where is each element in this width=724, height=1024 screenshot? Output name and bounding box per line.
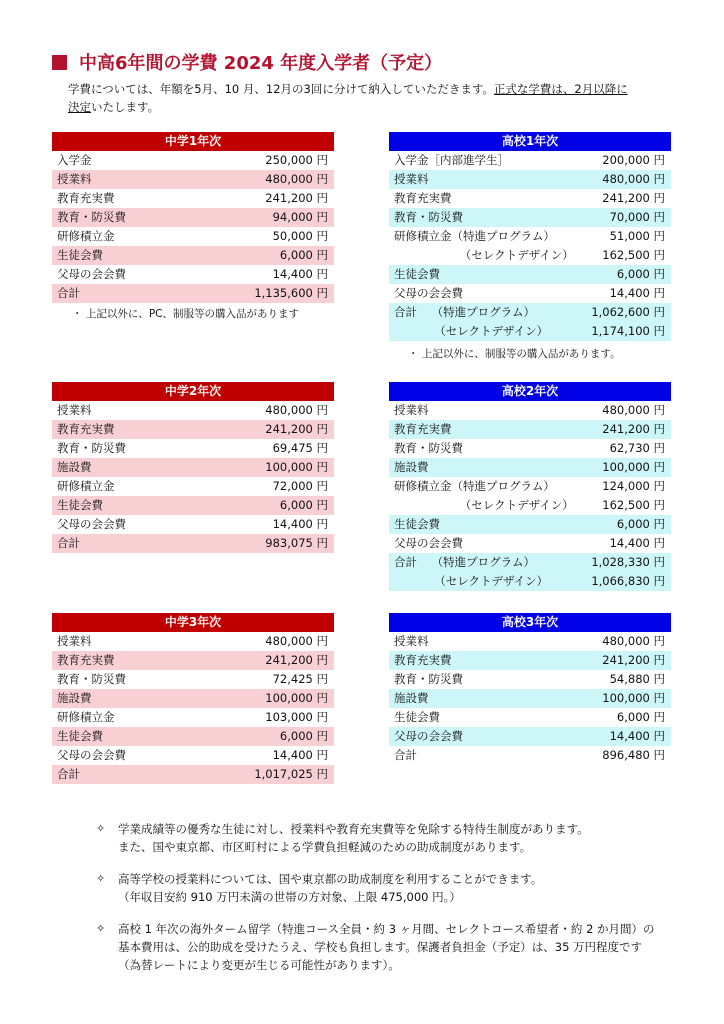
table-row: 生徒会費 6,000 円 [52,496,334,515]
intro-text [68,80,668,116]
table-row: 入学金［内部進学生］ 200,000 円 [394,153,665,167]
table-row: 研修積立金 50,000 円 [57,229,328,243]
fee-table-senior-2 [389,382,671,591]
table-row: （セレクトデザイン） 162,500 円 [394,498,665,512]
intro-line1-plain: 学費については、年額を5月、10 月、12月の3回に分けて納入していただきます。 [68,82,494,96]
table-row-total: （セレクトデザイン） 1,066,830 円 [389,572,671,591]
table-row: 生徒会費 6,000 円 [389,265,671,284]
table-row: 研修積立金 72,000 円 [57,479,328,493]
square-marker-icon [52,55,67,70]
table-row: 教育・防災費 72,425 円 [57,672,328,686]
table-header: 中学2年次 [52,382,334,401]
table-row: 施設費 100,000 円 [389,689,671,708]
table-row: 教育充実費 241,200 円 [52,420,334,439]
table-row: 教育・防災費 62,730 円 [394,441,665,455]
table-header: 中学1年次 [52,132,334,151]
table-row: 生徒会費 6,000 円 [52,727,334,746]
table-row: 生徒会費 6,000 円 [394,710,665,724]
table-header: 高校3年次 [389,613,671,632]
note-item: ✧ 高等学校の授業料については、国や東京都の助成制度を利用することができます。 （年収目安約 910 万円未満の世帯の方対象、上限 475,000 円。） [96,872,543,904]
table-row-total: 合計 1,135,600 円 [52,284,334,303]
table-row: 研修積立金（特進プログラム） 51,000 円 [394,229,665,243]
table-row: 生徒会費 6,000 円 [389,515,671,534]
intro-line2-underlined: 決定 [68,100,91,114]
table-row: 授業料 480,000 円 [57,634,328,648]
diamond-bullet-icon: ✧ [96,872,106,885]
table-row-total: 合計 （特進プログラム） 1,062,600 円 [389,303,671,322]
notes-section [96,820,676,988]
intro-line2-plain: いたします。 [91,100,160,114]
table-row: 授業料 480,000 円 [57,403,328,417]
table-row: 父母の会会費 14,400 円 [394,536,665,550]
table-row: 教育充実費 241,200 円 [389,651,671,670]
page-title-text: 中高6年間の学費 2024 年度入学者（予定） [79,53,443,74]
table-row-total: （セレクトデザイン） 1,174,100 円 [389,322,671,341]
table-row: 父母の会会費 14,400 円 [57,517,328,531]
table-row-total: 合計 896,480 円 [394,748,665,762]
table-row: 教育・防災費 54,880 円 [394,672,665,686]
table-row: 教育充実費 241,200 円 [394,191,665,205]
table-row: 施設費 100,000 円 [52,458,334,477]
table-row: 教育充実費 241,200 円 [57,191,328,205]
table-row-total: 合計 （特進プログラム） 1,028,330 円 [389,553,671,572]
table-row: （セレクトデザイン） 162,500 円 [394,248,665,262]
table-row: 研修積立金 103,000 円 [57,710,328,724]
table-row-total: 合計 983,075 円 [52,534,334,553]
diamond-bullet-icon: ✧ [96,822,106,835]
table-row: 教育充実費 241,200 円 [389,420,671,439]
table-row: 父母の会会費 14,400 円 [394,286,665,300]
intro-line1-underlined: 正式な学費は、2月以降に [493,82,628,96]
table-row: 授業料 480,000 円 [394,403,665,417]
table-row: 授業料 480,000 円 [394,634,665,648]
table-row: 教育・防災費 70,000 円 [389,208,671,227]
table-row: 研修積立金（特進プログラム） 124,000 円 [394,479,665,493]
table-row: 父母の会会費 14,400 円 [57,748,328,762]
fee-table-junior-3 [52,613,334,784]
table-row: 授業料 480,000 円 [52,170,334,189]
table-row: 入学金 250,000 円 [57,153,328,167]
note-item: ✧ 学業成績等の優秀な生徒に対し、授業料や教育充実費等を免除する特待生制度があります。 また、国や東京都、市区町村による学費負担軽減のための助成制度があります。 [96,822,589,854]
table-row: 教育・防災費 69,475 円 [57,441,328,455]
page-title [52,50,442,74]
table-header: 高校1年次 [389,132,671,151]
table-row: 教育・防災費 94,000 円 [52,208,334,227]
table-row: 施設費 100,000 円 [389,458,671,477]
table-row-total: 合計 1,017,025 円 [52,765,334,784]
fee-table-senior-1 [389,132,671,341]
fee-table-junior-2 [52,382,334,553]
table-row: 教育充実費 241,200 円 [52,651,334,670]
table-header: 中学3年次 [52,613,334,632]
senior-1-note: ・ 上記以外に、制服等の購入品があります。 [408,348,621,360]
table-header: 高校2年次 [389,382,671,401]
fee-table-senior-3 [389,613,671,765]
junior-1-note: ・ 上記以外に、PC、制服等の購入品があります [72,308,300,320]
table-row: 父母の会会費 14,400 円 [389,727,671,746]
diamond-bullet-icon: ✧ [96,922,106,935]
fee-table-junior-1 [52,132,334,303]
table-row: 授業料 480,000 円 [389,170,671,189]
table-row: 父母の会会費 14,400 円 [57,267,328,281]
table-row: 施設費 100,000 円 [52,689,334,708]
table-row: 生徒会費 6,000 円 [52,246,334,265]
note-item: ✧ 高校 1 年次の海外ターム留学（特進コース全員・約 3 ヶ月間、セレクトコース希望者・約 2 か月間）の 基本費用は、公的助成を受けたうえ、学校も負担します。保護者負担金（予定）は、35 万円程度です （為替レートにより変更が生じる可能性があります）。 [96,922,655,972]
